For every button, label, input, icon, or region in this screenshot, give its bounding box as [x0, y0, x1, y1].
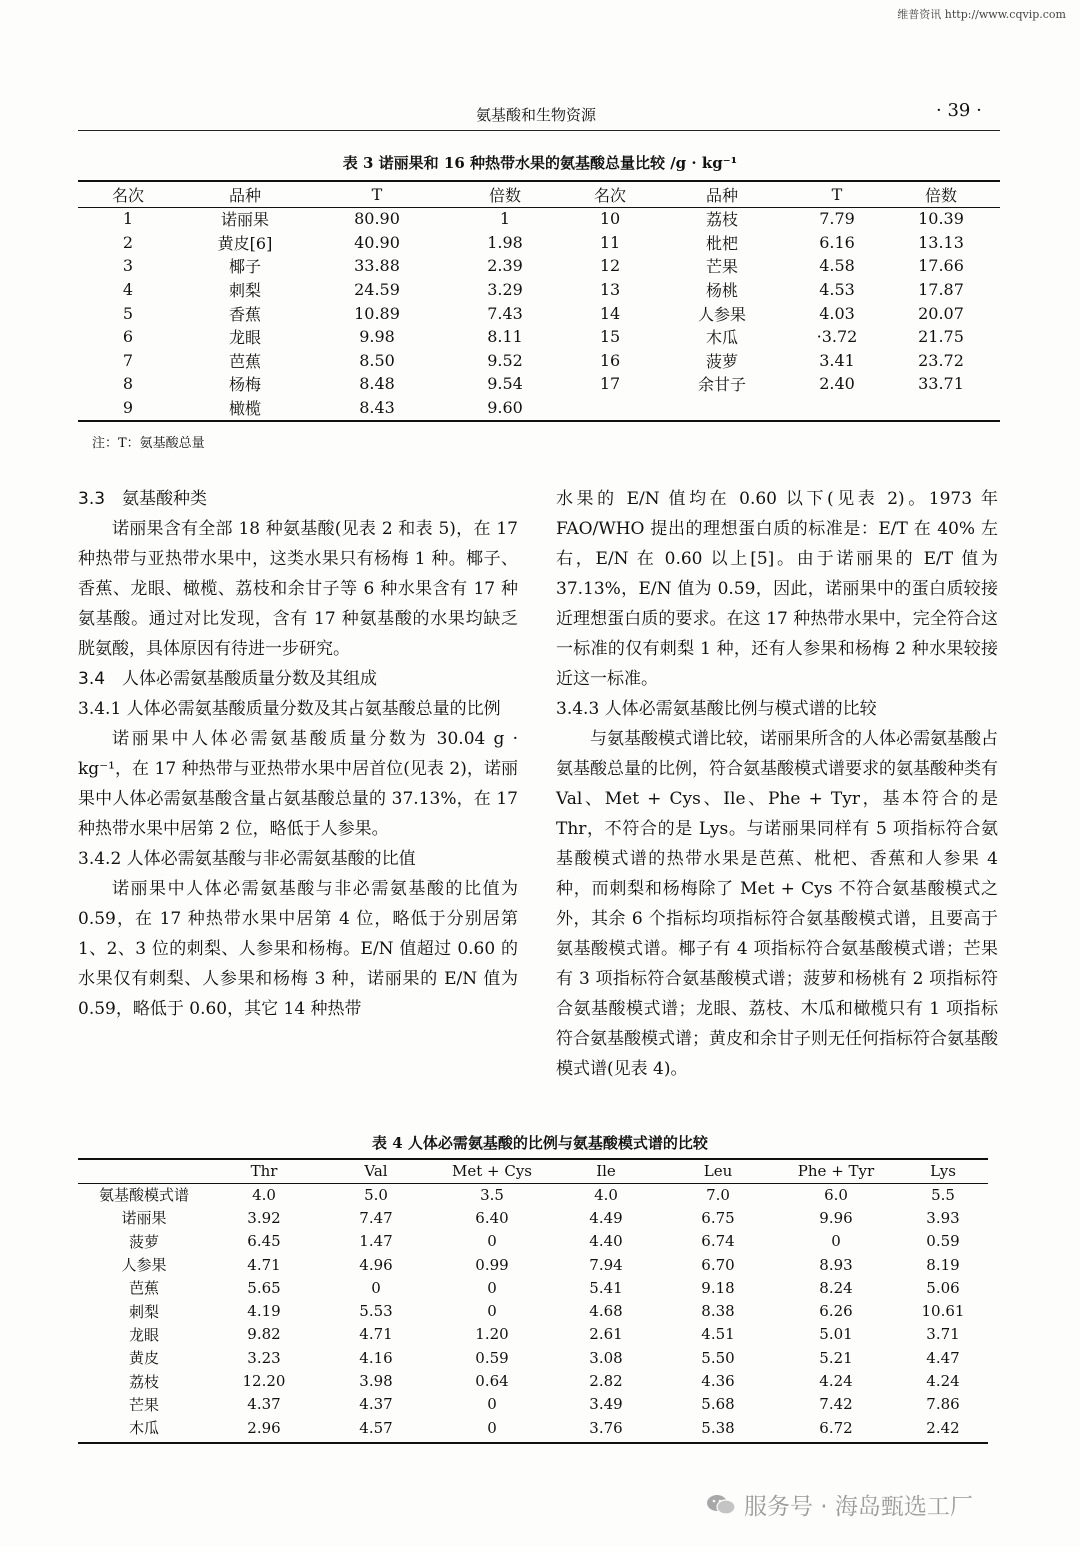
table4-cell: 0 — [371, 1278, 381, 1297]
table4-cell: 5.38 — [701, 1418, 735, 1437]
subsection-heading: 3.4.3 人体必需氨基酸比例与模式谱的比较 — [556, 699, 877, 719]
table3-cell: 3.41 — [819, 350, 855, 370]
table3-cell: 2.40 — [819, 374, 855, 394]
table4-cell: 1.20 — [475, 1325, 509, 1344]
table4-cell: 4.47 — [926, 1348, 960, 1367]
wechat-watermark-text: 服务号 · 海岛甄选工厂 — [744, 1494, 973, 1520]
body-paragraph: 诺丽果中人体必需氨基酸与非必需氨基酸的比值为 0.59，在 17 种热带水果中居第 4 位，略低于分别居第 1、2、3 位的刺梨、人参果和杨梅。E/N 值超过 0.60 的水果仅有刺梨、人参果和杨梅 3 种，诺丽果的 E/N 值为 0.59，略低于 0.60，其它 14 种热带 — [78, 879, 518, 1019]
table4-header-rule — [78, 1183, 988, 1184]
table4-bottom-rule — [78, 1442, 988, 1444]
table3-cell: 4.03 — [819, 303, 855, 323]
table4-cell: 3.23 — [247, 1348, 281, 1367]
table3-cell: 龙眼 — [228, 328, 261, 348]
table4-cell: 4.16 — [359, 1348, 393, 1367]
table3-cell: 椰子 — [228, 257, 261, 277]
table3-note: 注：T：氨基酸总量 — [92, 436, 205, 451]
table4-cell: 4.0 — [252, 1185, 276, 1204]
table3-cell: 3.29 — [487, 280, 523, 300]
table4-cell: 3.71 — [926, 1325, 960, 1344]
table4-cell: 5.21 — [819, 1348, 853, 1367]
table3-cell: 5 — [122, 303, 134, 323]
table3-cell: 10.39 — [918, 209, 964, 229]
table4-cell: 0 — [487, 1418, 497, 1437]
table3-header-cell: 倍数 — [924, 186, 957, 205]
table4-cell: 4.96 — [359, 1255, 393, 1274]
table3-cell: 20.07 — [918, 303, 964, 323]
table4-header-cell — [78, 1159, 210, 1183]
table4-cell: 5.06 — [926, 1278, 960, 1297]
table4-cell: 4.57 — [359, 1418, 393, 1437]
table4-cell: 6.75 — [701, 1208, 735, 1227]
table4-cell: 3.49 — [589, 1395, 623, 1414]
table3-cell: 8 — [122, 374, 134, 394]
table3-cell: 33.71 — [918, 374, 964, 394]
table4-cell: 5.65 — [247, 1278, 281, 1297]
table3-cell: 6.16 — [819, 232, 855, 252]
table3-cell: 7 — [122, 350, 134, 370]
table4-cell: 7.0 — [706, 1185, 730, 1204]
table-row — [78, 1346, 988, 1369]
table3-caption: 表 3 诺丽果和 16 种热带水果的氨基酸总量比较 /g · kg⁻¹ — [342, 154, 738, 172]
table4 — [78, 1159, 988, 1439]
table3-cell: 4.53 — [819, 280, 855, 300]
table4-header-cell: Lys — [930, 1162, 956, 1180]
table3-cell: 7.79 — [819, 209, 855, 229]
table-row — [78, 1323, 988, 1346]
table3-header-cell: T — [371, 185, 383, 204]
table4-cell: 2.42 — [926, 1418, 960, 1437]
table3-header-cell: T — [831, 185, 843, 204]
table4-cell: 4.40 — [589, 1232, 623, 1251]
table3-cell: 17.87 — [918, 280, 964, 300]
table-row — [78, 1369, 988, 1392]
body-paragraph: 水果的 E/N 值均在 0.60 以下(见表 2)。1973 年 FAO/WHO 提出的理想蛋白质的标准是：E/T 在 40% 左右，E/N 在 0.60 以上[5]。由于诺丽果的 E/T 值为 37.13%，E/N 值为 0.59，因此，诺丽果中的蛋白质较接近理想蛋白质的要求。在这 17 种热带水果中，完全符合这一标准的仅有刺梨 1 种，还有人参果和杨梅 2 种水果较接近这一标准。 — [556, 489, 998, 689]
table4-cell: 4.71 — [247, 1255, 281, 1274]
table-row — [78, 1299, 988, 1322]
table3-cell: 1 — [122, 209, 134, 229]
table4-cell: 0.99 — [475, 1255, 509, 1274]
table4-cell: 7.47 — [359, 1208, 393, 1227]
table3-header-row — [78, 182, 1000, 207]
table4-cell: 5.01 — [819, 1325, 853, 1344]
table3-cell: 23.72 — [918, 350, 964, 370]
table3-cell: 15 — [599, 327, 621, 347]
table-row — [78, 278, 1000, 302]
body-paragraph: 诺丽果中人体必需氨基酸质量分数为 30.04 g · kg⁻¹，在 17 种热带与亚热带水果中居首位(见表 2)，诺丽果中人体必需氨基酸含量占氨基酸总量的 37.13%，在 17 种热带水果中居第 2 位，略低于人参果。 — [78, 729, 518, 839]
table4-cell: 0 — [487, 1278, 497, 1297]
table-row — [78, 1416, 988, 1439]
table3-cell: 杨桃 — [705, 281, 738, 301]
table3-cell: 橄榄 — [228, 399, 261, 419]
table4-cell: 1.47 — [359, 1232, 393, 1251]
table4-cell: 4.19 — [247, 1302, 281, 1321]
table3-cell: 9.54 — [487, 374, 523, 394]
table4-cell: 5.50 — [701, 1348, 735, 1367]
table4-cell: 7.86 — [926, 1395, 960, 1414]
table3-cell: 余甘子 — [697, 375, 746, 395]
table-row — [78, 254, 1000, 278]
page-number: · 39 · — [936, 100, 982, 121]
table4-cell: 5.41 — [589, 1278, 623, 1297]
table3-cell: 16 — [599, 350, 621, 370]
table3-cell: 7.43 — [487, 303, 523, 323]
table3-cell: 10.89 — [354, 303, 400, 323]
table3-cell: 1.98 — [487, 232, 523, 252]
table4-cell: 7.42 — [819, 1395, 853, 1414]
table4-cell: 诺丽果 — [121, 1209, 167, 1228]
table4-cell: 黄皮 — [128, 1349, 159, 1368]
table4-cell: 8.24 — [819, 1278, 853, 1297]
table-row — [78, 349, 1000, 373]
wechat-icon — [706, 1493, 736, 1517]
subsection-heading: 3.4.1 人体必需氨基酸质量分数及其占氨基酸总量的比例 — [78, 699, 501, 719]
table4-cell: 6.26 — [819, 1302, 853, 1321]
table3-cell: 13 — [599, 280, 621, 300]
table3-header-cell: 品种 — [228, 186, 261, 205]
table3-cell: 33.88 — [354, 256, 400, 276]
table-row — [78, 372, 1000, 396]
table3-cell: 2.39 — [487, 256, 523, 276]
table3-cell: 12 — [599, 256, 621, 276]
table3-cell: 4 — [122, 280, 134, 300]
table3-cell: 木瓜 — [705, 328, 738, 348]
table3-cell — [882, 396, 1000, 420]
table3-header-rule — [78, 207, 1000, 208]
table4-cell: 6.45 — [247, 1232, 281, 1251]
table-row — [78, 1183, 988, 1206]
table3-cell: 芒果 — [705, 257, 738, 277]
table4-cell: 0 — [487, 1232, 497, 1251]
table4-cell: 0 — [487, 1395, 497, 1414]
table3-cell: 诺丽果 — [220, 210, 269, 230]
table4-cell: 4.37 — [359, 1395, 393, 1414]
source-watermark: 维普资讯 http://www.cqvip.com — [897, 8, 1066, 21]
table3-header-cell: 倍数 — [488, 186, 521, 205]
table4-header-cell: Leu — [703, 1162, 733, 1180]
table4-cell: 4.24 — [819, 1372, 853, 1391]
table3-cell: 14 — [599, 303, 621, 323]
table-row — [78, 1253, 988, 1276]
table4-header-cell: Thr — [250, 1162, 278, 1180]
table3-header-cell: 品种 — [705, 186, 738, 205]
table3-cell: 17 — [599, 374, 621, 394]
table4-cell: 人参果 — [121, 1256, 167, 1275]
table3-cell: 21.75 — [918, 327, 964, 347]
table3-cell: 人参果 — [697, 304, 746, 324]
wechat-watermark — [706, 1488, 973, 1521]
table3-cell: 8.43 — [359, 398, 395, 418]
table4-caption: 表 4 人体必需氨基酸的比例与氨基酸模式谱的比较 — [372, 1134, 708, 1152]
table4-cell: 3.5 — [480, 1185, 504, 1204]
table-row — [78, 325, 1000, 349]
body-paragraph: 诺丽果含有全部 18 种氨基酸(见表 2 和表 5)，在 17 种热带与亚热带水果中，这类水果只有杨梅 1 种。椰子、香蕉、龙眼、橄榄、荔枝和余甘子等 6 种水果含有 17 种氨基酸。通过对比发现，含有 17 种氨基酸的水果均缺乏胱氨酸，具体原因有待进一步研究。 — [78, 519, 518, 659]
table3-cell: 刺梨 — [228, 281, 261, 301]
table4-cell: 9.18 — [701, 1278, 735, 1297]
table4-cell: 0 — [487, 1302, 497, 1321]
table4-cell: 刺梨 — [128, 1302, 159, 1321]
table-row — [78, 396, 1000, 420]
table4-header-row — [78, 1159, 988, 1183]
table3-cell: 13.13 — [918, 232, 964, 252]
table4-cell: 6.72 — [819, 1418, 853, 1437]
table4-cell: 4.68 — [589, 1302, 623, 1321]
table3-header-cell: 名次 — [593, 186, 626, 205]
table-row — [78, 1276, 988, 1299]
table4-cell: 10.61 — [921, 1302, 965, 1321]
table3-bottom-rule — [78, 420, 1000, 422]
table3-cell: 6 — [122, 327, 134, 347]
table4-cell: 2.96 — [247, 1418, 281, 1437]
table3-header-cell: 名次 — [111, 186, 144, 205]
table4-cell: 0.59 — [926, 1232, 960, 1251]
table4-cell: 12.20 — [242, 1372, 286, 1391]
table3-cell — [568, 396, 652, 420]
table3-cell: 3 — [122, 256, 134, 276]
table3-cell: 1 — [499, 209, 511, 229]
table4-cell: 4.71 — [359, 1325, 393, 1344]
table4-cell: 5.68 — [701, 1395, 735, 1414]
table3-cell: 2 — [122, 232, 134, 252]
table3-cell: 荔枝 — [705, 210, 738, 230]
table3-cell: 香蕉 — [228, 304, 261, 324]
right-column — [556, 484, 998, 1084]
table4-cell: 菠萝 — [128, 1232, 159, 1251]
table4-cell: 9.96 — [819, 1208, 853, 1227]
table4-cell: 4.0 — [594, 1185, 618, 1204]
table4-cell: 6.70 — [701, 1255, 735, 1274]
table3-cell: 80.90 — [354, 209, 400, 229]
table3-cell: 芭蕉 — [228, 351, 261, 371]
table3-cell: 菠萝 — [705, 351, 738, 371]
table3-cell: 8.50 — [359, 350, 395, 370]
table4-cell: 氨基酸模式谱 — [98, 1186, 189, 1205]
table4-cell: 4.24 — [926, 1372, 960, 1391]
table3-cell: 11 — [599, 232, 621, 252]
table3-cell: 17.66 — [918, 256, 964, 276]
table4-cell: 3.93 — [926, 1208, 960, 1227]
table-row — [78, 301, 1000, 325]
table4-cell: 芭蕉 — [128, 1279, 159, 1298]
table4-cell: 0 — [831, 1232, 841, 1251]
table4-cell: 2.61 — [589, 1325, 623, 1344]
table4-cell: 6.40 — [475, 1208, 509, 1227]
table4-cell: 5.0 — [364, 1185, 388, 1204]
table4-cell: 4.51 — [701, 1325, 735, 1344]
table4-cell: 6.74 — [701, 1232, 735, 1251]
table3 — [78, 182, 1000, 419]
table-row — [78, 1393, 988, 1416]
table4-cell: 3.08 — [589, 1348, 623, 1367]
table4-cell: 8.19 — [926, 1255, 960, 1274]
table4-header-cell: Val — [364, 1162, 388, 1180]
table4-header-cell: Met + Cys — [451, 1162, 533, 1180]
table4-cell: 荔枝 — [128, 1372, 159, 1391]
table4-cell: 4.36 — [701, 1372, 735, 1391]
section-heading: 3.4 人体必需氨基酸质量分数及其组成 — [78, 669, 378, 689]
running-head: 氨基酸和生物资源 — [476, 106, 597, 124]
table4-cell: 0.64 — [475, 1372, 509, 1391]
table4-cell: 8.93 — [819, 1255, 853, 1274]
table3-cell — [792, 396, 882, 420]
header-rule — [78, 130, 1000, 131]
section-heading: 3.3 氨基酸种类 — [78, 489, 208, 509]
table-row — [78, 207, 1000, 231]
table4-header-cell: Phe + Tyr — [797, 1162, 875, 1180]
table3-cell: 8.11 — [487, 327, 523, 347]
table3-cell: 10 — [599, 209, 621, 229]
table4-cell: 5.53 — [359, 1302, 393, 1321]
table3-cell: 9.60 — [487, 398, 523, 418]
table4-cell: 5.5 — [931, 1185, 955, 1204]
table4-cell: 3.76 — [589, 1418, 623, 1437]
table4-cell: 芒果 — [128, 1395, 159, 1414]
table4-cell: 9.82 — [247, 1325, 281, 1344]
table4-cell: 6.0 — [824, 1185, 848, 1204]
table3-cell: 40.90 — [354, 232, 400, 252]
table3-cell: 9.98 — [359, 327, 395, 347]
table4-header-cell: Ile — [596, 1162, 616, 1180]
table4-cell: 2.82 — [589, 1372, 623, 1391]
table4-cell: 龙眼 — [128, 1325, 159, 1344]
table3-cell: 4.58 — [819, 256, 855, 276]
table3-cell: 8.48 — [359, 374, 395, 394]
table4-cell: 3.98 — [359, 1372, 393, 1391]
table-row — [78, 1230, 988, 1253]
table3-cell: 杨梅 — [228, 375, 261, 395]
table-row — [78, 231, 1000, 255]
table4-cell: 0.59 — [475, 1348, 509, 1367]
table3-cell: 黄皮[6] — [217, 233, 273, 253]
table4-cell: 木瓜 — [128, 1419, 159, 1438]
table3-cell: 9.52 — [487, 350, 523, 370]
table4-cell: 8.38 — [701, 1302, 735, 1321]
body-paragraph: 与氨基酸模式谱比较，诺丽果所含的人体必需氨基酸占氨基酸总量的比例，符合氨基酸模式谱要求的氨基酸种类有 Val、Met + Cys、Ile、Phe + Tyr，基本符合的是 Thr，不符合的是 Lys。与诺丽果同样有 5 项指标符合氨基酸模式谱的热带水果是芭蕉、枇杷、香蕉和人参果 4 种，而刺梨和杨梅除了 Met + Cys 不符合氨基酸模式之外，其余 6 个指标均项指标符合氨基酸模式谱，且要高于氨基酸模式谱。椰子有 4 项指标符合氨基酸模式谱；芒果有 3 项指标符合氨基酸模式谱；菠萝和杨桃有 2 项指标符合氨基酸模式谱；龙眼、荔枝、木瓜和橄榄只有 1 项指标符合氨基酸模式谱；黄皮和余甘子则无任何指标符合氨基酸模式谱(见表 4)。 — [556, 729, 998, 1079]
table3-cell — [652, 396, 792, 420]
left-column — [78, 484, 518, 1024]
table-row — [78, 1206, 988, 1229]
table4-cell: 4.49 — [589, 1208, 623, 1227]
table3-cell: ·3.72 — [816, 327, 858, 347]
table3-cell: 枇杷 — [705, 233, 738, 253]
table3-cell: 9 — [122, 398, 134, 418]
table3-cell: 24.59 — [354, 280, 400, 300]
table4-cell: 7.94 — [589, 1255, 623, 1274]
subsection-heading: 3.4.2 人体必需氨基酸与非必需氨基酸的比值 — [78, 849, 416, 869]
table4-cell: 4.37 — [247, 1395, 281, 1414]
table4-cell: 3.92 — [247, 1208, 281, 1227]
